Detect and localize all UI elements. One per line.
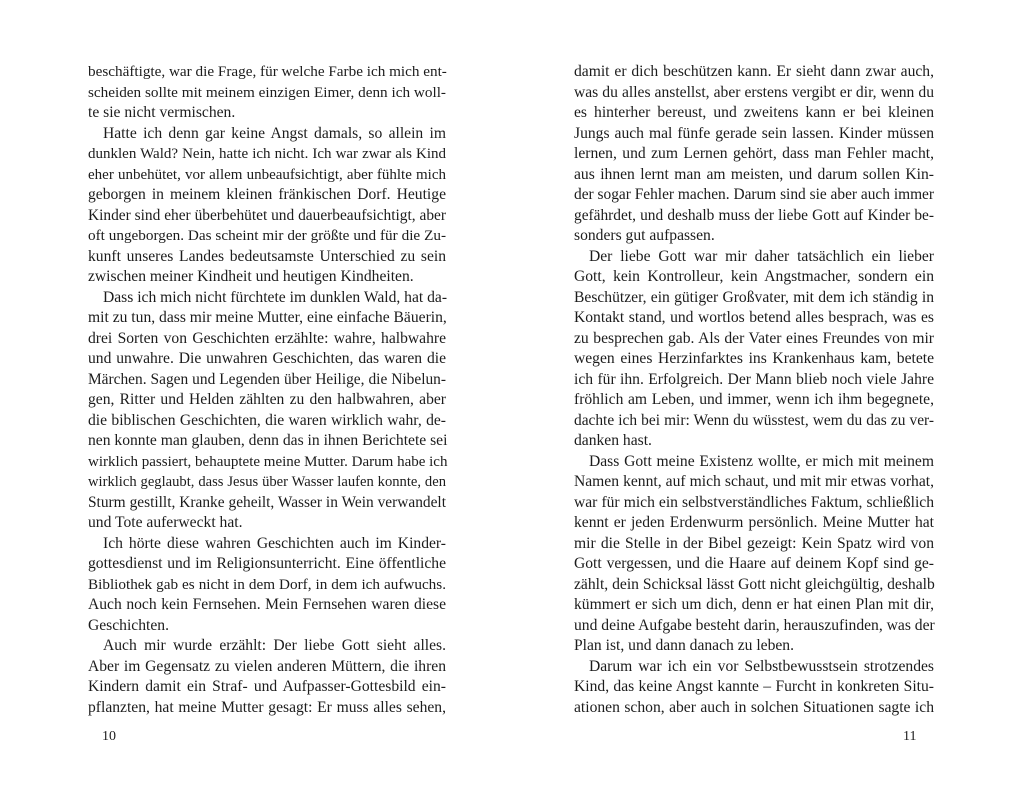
text-line: nen konnte man glauben, denn das in ihnen Berichtete sei (88, 432, 448, 449)
text-line: es hinterher bereust, und zweitens kann er bei kleinen (574, 104, 934, 121)
text-line: zu besprechen gab. Als der Vater eines Freundes von mir (574, 329, 934, 347)
text-line: kennt er jeden Erdenwurm persönlich. Meine Mutter hat (574, 514, 934, 531)
text-line: mit zu tun, dass mir meine Mutter, eine einfache Bäuerin, (88, 309, 447, 326)
text-line: was du alles anstellst, aber erstens vergibt er dir, wenn du (574, 83, 934, 101)
text-line: mir die Stelle in der Bibel gezeigt: Kein Spatz wird von (574, 534, 934, 552)
text-line: beschäftigte, war die Frage, für welche Farbe ich mich ent- (88, 63, 447, 80)
right-page-text (574, 62, 934, 718)
text-line: Darum war ich ein vor Selbstbewusstsein strotzendes (589, 657, 934, 675)
text-line: Namen kennt, auf mich schaut, und mit mir etwas vorhat, (574, 473, 934, 490)
text-line: und unwahre. Die unwahren Geschichten, das waren die (88, 350, 446, 367)
text-line: und Tote auferweckt hat. (88, 514, 243, 531)
text-line: Dass ich mich nicht fürchtete im dunklen Wald, hat da- (103, 288, 448, 306)
text-line: Dass Gott meine Existenz wollte, er mich mit meinem (589, 452, 934, 470)
text-line: damit er dich beschützen kann. Er sieht dann zwar auch, (574, 63, 934, 80)
text-line: lernen, und zum Lernen gehört, dass man Fehler macht, (574, 145, 934, 162)
text-line: Beschützer, ein gütiger Großvater, mit dem ich ständig in (574, 288, 934, 306)
text-line: eher unbehütet, vor allem unbeaufsichtigt, aber fühlte mich (88, 166, 446, 183)
text-line: Kinder sind eher überbehütet und dauerbeaufsichtigt, aber (88, 206, 446, 224)
text-line: Kind, das keine Angst kannte – Furcht in konkreten Situ- (574, 678, 934, 695)
text-line: scheiden sollte mit meinem einzigen Eimer, denn ich woll- (88, 83, 446, 101)
text-line: Märchen. Sagen und Legenden über Heilige, die Nibelun- (88, 370, 446, 388)
text-line: Geschichten. (88, 616, 169, 634)
text-line: Kindern damit ein Straf- und Aufpasser-Gottesbild ein- (88, 678, 446, 695)
text-line: Sturm gestillt, Kranke geheilt, Wasser in Wein verwandelt (88, 493, 446, 511)
text-line: Gott, kein Kontrolleur, kein Angstmacher, sondern ein (574, 268, 934, 285)
text-line: ich für ihn. Erfolgreich. Der Mann blieb noch viele Jahre (574, 370, 934, 388)
text-line: fröhlich am Leben, und immer, wenn ich ihm begegnete, (574, 391, 934, 408)
text-line: dachte ich bei mir: Wenn du wüsstest, wem du das zu ver- (574, 411, 934, 429)
page-number-left: 10 (102, 729, 116, 744)
text-line: ationen schon, aber auch in solchen Situationen sagte ich (574, 698, 934, 716)
text-line: wirklich geglaubt, dass Jesus über Wasser laufen konnte, den (88, 474, 446, 490)
text-line: Ich hörte diese wahren Geschichten auch im Kinder- (103, 534, 446, 552)
text-line: gen, Ritter und Helden zählten zu den halbwahren, aber (88, 391, 446, 408)
text-line: Aber im Gegensatz zu vielen anderen Müttern, die ihren (88, 657, 446, 675)
text-line: Auch noch kein Fernsehen. Mein Fernsehen waren diese (88, 596, 446, 613)
text-line: sonders gut aufpassen. (574, 227, 715, 244)
text-line: dunklen Wald? Nein, hatte ich nicht. Ich war zwar als Kind (88, 146, 446, 162)
page-number-right: 11 (903, 729, 917, 744)
text-line: aus ihnen lernt man am meisten, und darum sollen Kin- (574, 165, 934, 183)
text-line: oft ungeborgen. Das scheint mir der größte und für die Zu- (88, 227, 446, 244)
text-line: zwischen meiner Kindheit und heutigen Kindheiten. (88, 268, 414, 285)
left-page-text (88, 62, 446, 718)
text-line: danken hast. (574, 432, 652, 449)
text-line: pflanzten, hat meine Mutter gesagt: Er muss alles sehen, (88, 698, 446, 716)
text-line: zählt, dein Schicksal lässt Gott nicht gleichgültig, deshalb (574, 575, 935, 593)
text-line: war für mich ein selbstverständliches Faktum, schließlich (574, 493, 934, 511)
text-line: Gott vergessen, und die Haare auf deinem Kopf sind ge- (574, 555, 934, 572)
text-line: Kontakt stand, und wortlos betend alles besprach, was es (574, 309, 934, 326)
text-line: Plan ist, und dann danach zu leben. (574, 637, 794, 654)
text-line: kümmert er sich um dich, denn er hat einen Plan mit dir, (574, 596, 934, 613)
text-line: gottesdienst und im Religionsunterricht. Eine öffentliche (88, 555, 446, 572)
text-line: te sie nicht vermischen. (88, 104, 236, 121)
text-line: gefährdet, und deshalb muss der liebe Gott auf Kinder be- (574, 206, 934, 224)
text-line: drei Sorten von Geschichten erzählte: wahre, halbwahre (88, 329, 446, 347)
text-line: der sogar Fehler machen. Darum sind sie aber auch immer (574, 186, 934, 203)
text-line: die biblischen Geschichten, die waren wirklich wahr, de- (88, 411, 446, 429)
text-line: Hatte ich denn gar keine Angst damals, so allein im (103, 124, 446, 142)
text-line: kunft unseres Landes bedeutsamste Unterschied zu sein (88, 247, 446, 265)
text-line: Der liebe Gott war mir daher tatsächlich ein lieber (589, 247, 934, 265)
text-line: Jungs auch mal fünfe gerade sein lassen. Kinder müssen (574, 124, 934, 142)
text-line: Auch mir wurde erzählt: Der liebe Gott sieht alles. (103, 637, 446, 654)
text-line: geborgen in meinem kleinen fränkischen Dorf. Heutige (88, 186, 446, 203)
text-line: wirklich passiert, behauptete meine Mutter. Darum habe ich (88, 453, 448, 470)
text-line: und deine Aufgabe besteht darin, herauszufinden, was der (574, 616, 935, 634)
text-line: wegen eines Herzinfarktes ins Krankenhaus kam, betete (574, 350, 934, 367)
text-line: Bibliothek gab es nicht in dem Dorf, in dem ich aufwuchs. (88, 575, 446, 593)
